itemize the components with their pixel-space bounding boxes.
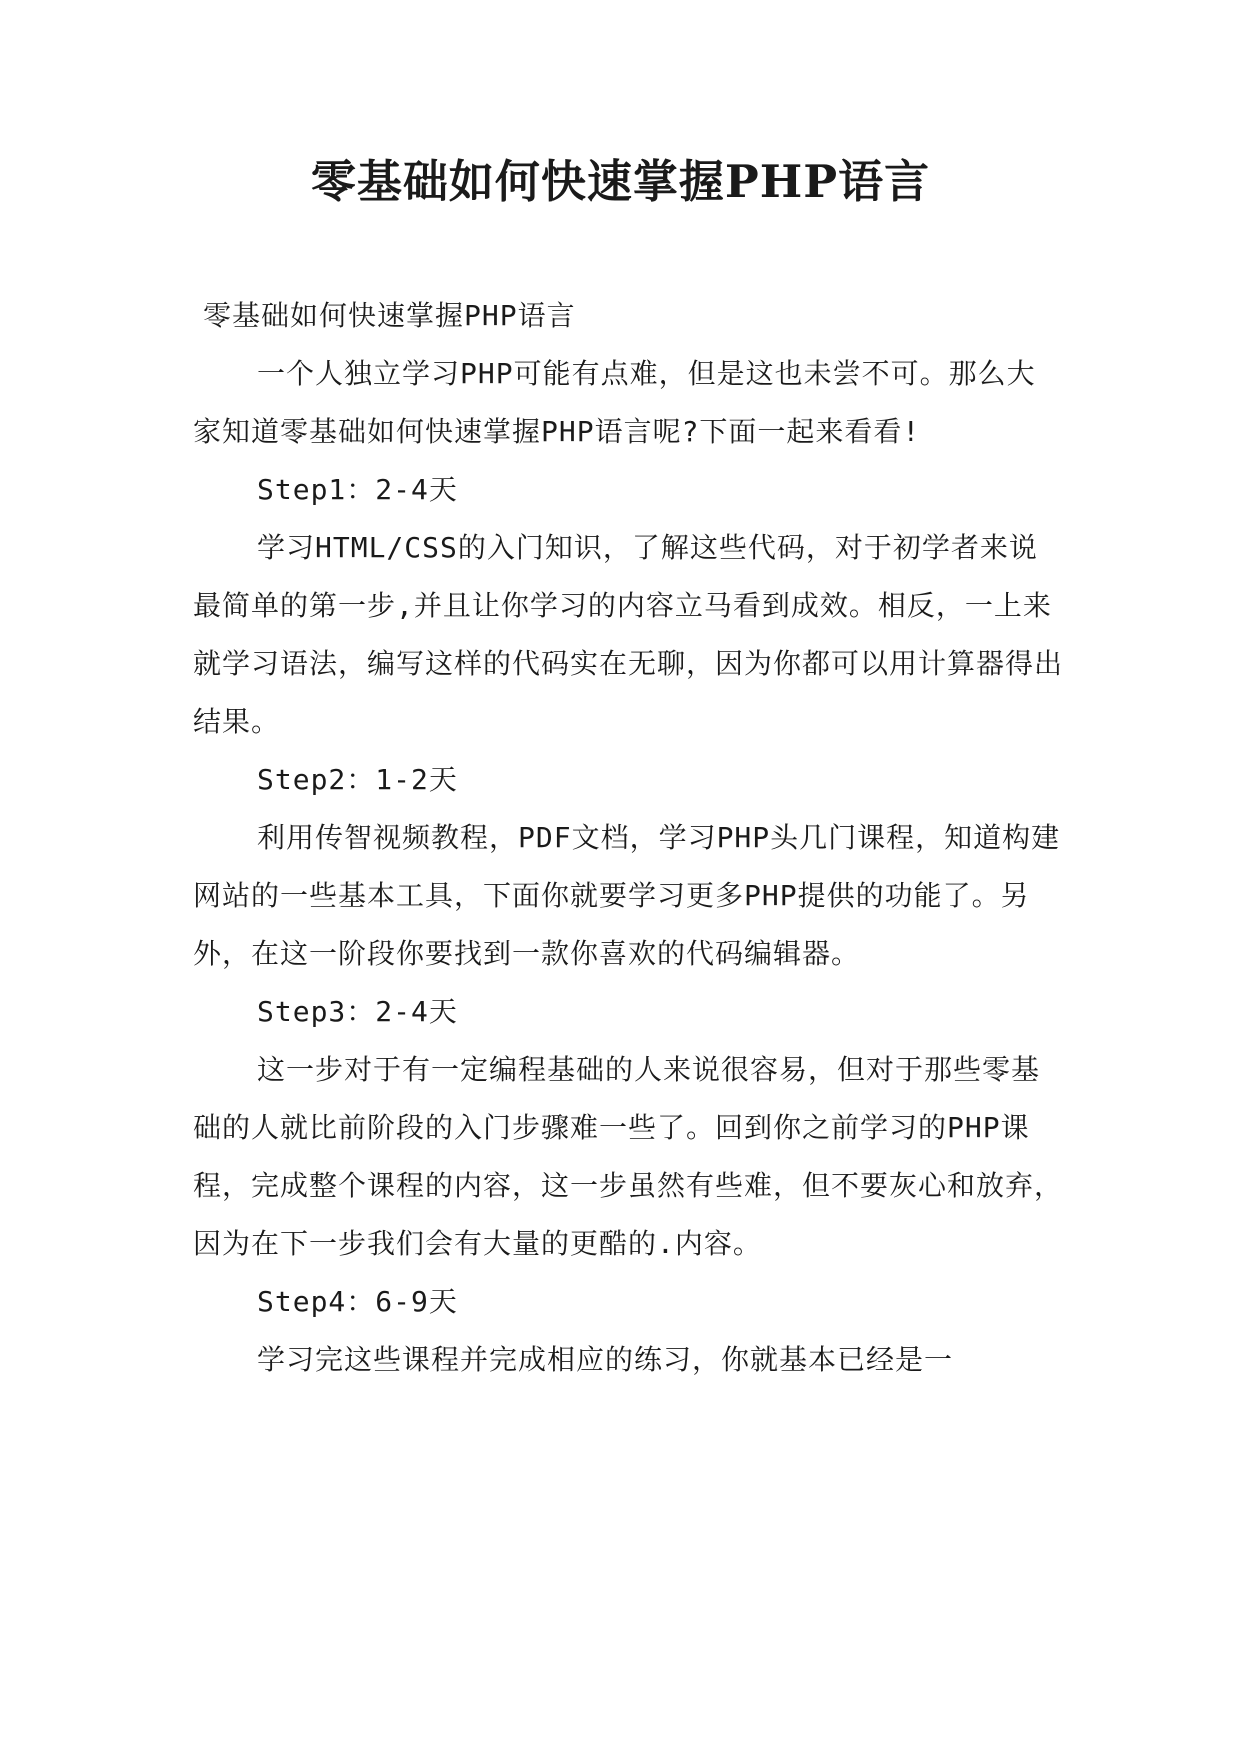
body-paragraph: 利用传智视频教程，PDF文档，学习PHP头几门课程，知道构建网站的一些基本工具，下面你就要学习更多PHP提供的功能了。另外，在这一阶段你要找到一款你喜欢的代码编辑器。 <box>193 821 1061 970</box>
document-body <box>193 287 1063 1389</box>
body-paragraph: 这一步对于有一定编程基础的人来说很容易，但对于那些零基础的人就比前阶段的入门步骤难一些了。回到你之前学习的PHP课程，完成整个课程的内容，这一步虽然有些难，但不要灰心和放弃，因为在下一步我们会有大量的更酷的.内容。 <box>193 1053 1064 1260</box>
step-heading: Step3：2-4天 <box>257 995 458 1028</box>
body-paragraph: 学习完这些课程并完成相应的练习，你就基本已经是一 <box>257 1343 954 1376</box>
intro-paragraph: 一个人独立学习PHP可能有点难，但是这也未尝不可。那么大家知道零基础如何快速掌握PHP语言呢?下面一起来看看! <box>193 357 1036 448</box>
subtitle-paragraph: 零基础如何快速掌握PHP语言 <box>203 299 576 332</box>
step-heading: Step1：2-4天 <box>257 473 458 506</box>
document-title: 零基础如何快速掌握PHP语言 <box>310 155 931 208</box>
step-heading: Step2：1-2天 <box>257 763 458 796</box>
body-paragraph: 学习HTML/CSS的入门知识，了解这些代码，对于初学者来说最简单的第一步,并且让你学习的内容立马看到成效。相反，一上来就学习语法，编写这样的代码实在无聊，因为你都可以用计算器得出结果。 <box>193 531 1064 738</box>
step-heading: Step4：6-9天 <box>257 1285 458 1318</box>
